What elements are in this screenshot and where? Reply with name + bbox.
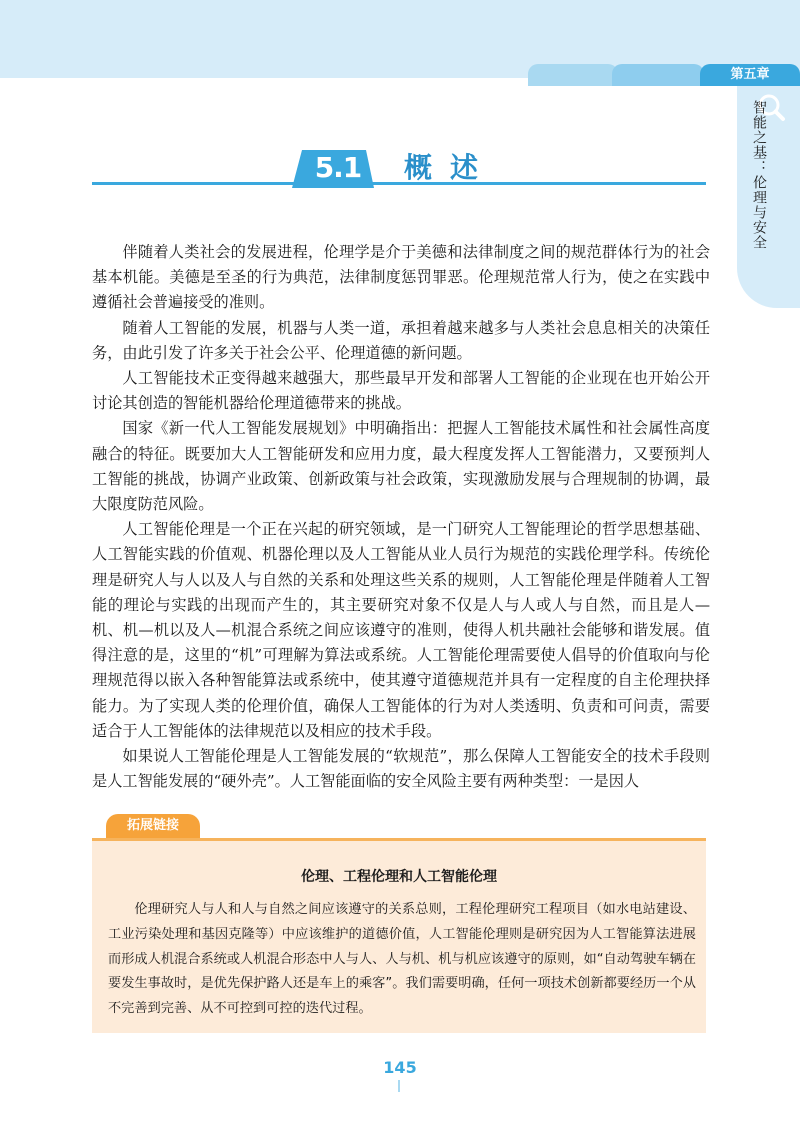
section-rule	[92, 182, 706, 185]
body-text	[92, 240, 710, 794]
page-number-tick	[398, 1080, 400, 1092]
extension-title: 伦理、工程伦理和人工智能伦理	[301, 869, 497, 885]
paragraph: 如果说人工智能伦理是人工智能发展的“软规范”，那么保障人工智能安全的技术手段则是人工智能发展的“硬外壳”。人工智能面临的安全风险主要有两种类型：一是因人	[92, 747, 710, 791]
page-number: 145	[383, 1058, 417, 1077]
paragraph: 国家《新一代人工智能发展规划》中明确指出：把握人工智能技术属性和社会属性高度融合的特征。既要加大人工智能研发和应用力度，最大程度发挥人工智能潜力，又要预判人工智能的挑战，协调产业政策、创新政策与社会政策，实现激励发展与合理规制的协调，最大限度防范风险。	[92, 419, 710, 514]
paragraph: 人工智能技术正变得越来越强大，那些最早开发和部署人工智能的企业现在也开始公开讨论其创造的智能机器给伦理道德带来的挑战。	[92, 369, 710, 413]
extension-body	[108, 898, 696, 1022]
section-title: 概述	[404, 151, 497, 184]
paragraph: 伴随着人类社会的发展进程，伦理学是介于美德和法律制度之间的规范群体行为的社会基本机能。美德是至圣的行为典范，法律制度惩罚罪恶。伦理规范常人行为，使之在实践中遵循社会普遍接受的准则。	[92, 243, 710, 312]
section-number: 5.1	[314, 151, 362, 184]
chapter-label: 第五章	[730, 67, 770, 82]
extension-paragraph: 伦理研究人与人和人与自然之间应该遵守的关系总则，工程伦理研究工程项目（如水电站建设、工业污染处理和基因克隆等）中应该维护的道德价值，人工智能伦理则是研究因为人工智能算法进展而形成人机混合系统或人机混合形态中人与人、人与机、机与机应该遵守的原则，如“自动驾驶车辆在要发生事故时，是优先保护路人还是车上的乘客”。我们需要明确，任何一项技术创新都要经历一个从不完善到完善、从不可控到可控的迭代过程。	[108, 902, 696, 1017]
side-title: 智能之基：伦理与安全	[751, 100, 767, 250]
paragraph: 随着人工智能的发展，机器与人类一道，承担着越来越多与人类社会息息相关的决策任务，由此引发了许多关于社会公平、伦理道德的新问题。	[92, 318, 710, 362]
header-tab-decoration	[612, 64, 704, 86]
header-tab-decoration	[528, 64, 618, 86]
extension-tab: 拓展链接	[106, 814, 200, 838]
paragraph: 人工智能伦理是一个正在兴起的研究领域，是一门研究人工智能理论的哲学思想基础、人工智能实践的价值观、机器伦理以及人工智能从业人员行为规范的实践伦理学科。传统伦理是研究人与人以及人与自然的关系和处理这些关系的规则，人工智能伦理是伴随着人工智能的理论与实践的出现而产生的，其主要研究对象不仅是人与人或人与自然，而且是人—机、机—机以及人—机混合系统之间应该遵守的准则，使得人机共融社会能够和谐发展。值得注意的是，这里的“机”可理解为算法或系统。人工智能伦理需要使人倡导的价值取向与伦理规范得以嵌入各种智能算法或系统中，使其遵守道德规范并具有一定程度的自主伦理抉择能力。为了实现人类的伦理价值，确保人工智能体的行为对人类透明、负责和可问责，需要适合于人工智能体的法律规范以及相应的技术手段。	[92, 520, 710, 740]
